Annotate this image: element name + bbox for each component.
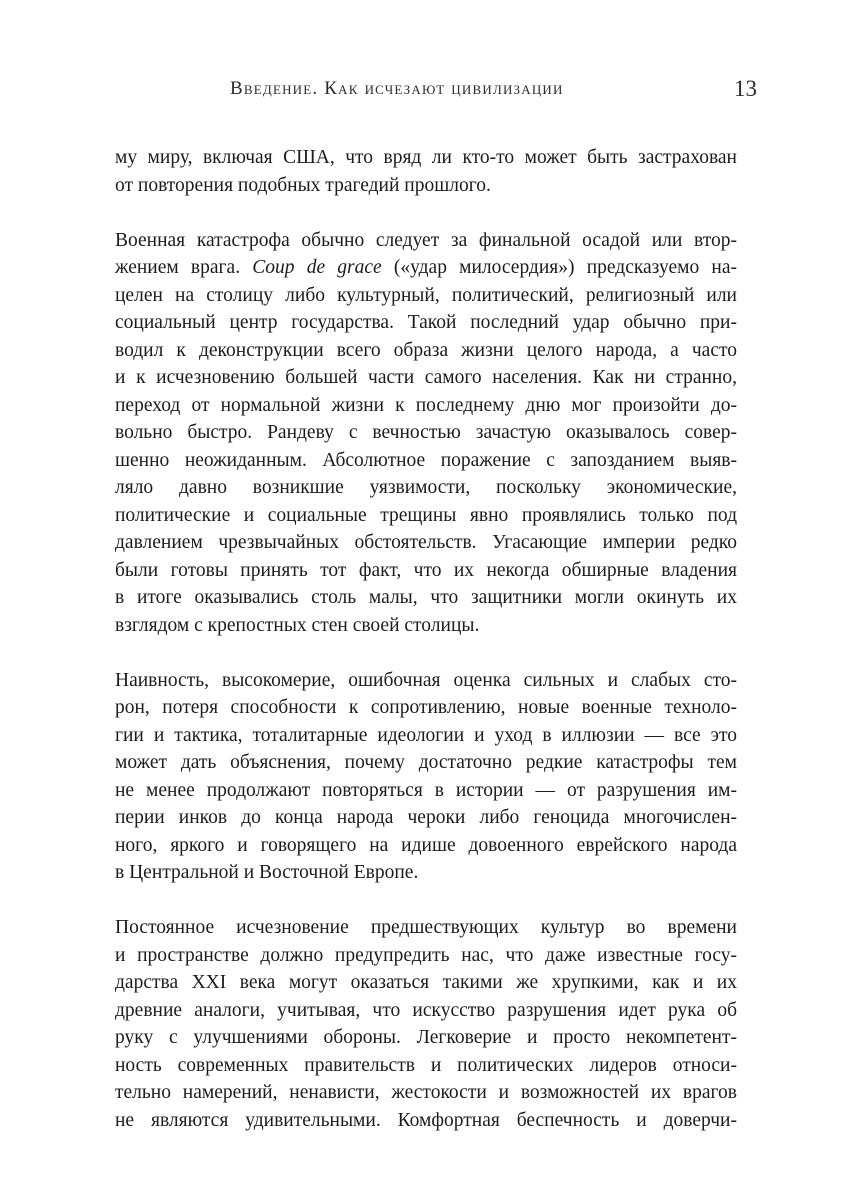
text-line: не менее продолжают повторяться в истории — от разрушения им- — [115, 779, 737, 801]
text-line: были готовы принять тот факт, что их некогда обширные владения — [115, 559, 737, 581]
text-line: дарства XXI века могут оказаться такими же хрупкими, как и их — [115, 972, 737, 993]
text-line: ность современных правительств и политических лидеров относи- — [115, 1054, 737, 1076]
text-line: социальный центр государства. Такой последний удар обычно при- — [115, 312, 737, 333]
text-line: рон, потеря способности к сопротивлению, новые военные техноло- — [115, 697, 737, 718]
text-line: Наивность, высокомерие, ошибочная оценка сильных и слабых сто- — [115, 669, 737, 691]
text-line: ного, яркого и говорящего на идише довоенного еврейского народа — [115, 834, 737, 856]
text-line: в итоге оказывались столь малы, что защитники могли окинуть их — [115, 587, 737, 608]
text-line: водил к деконструкции всего образа жизни целого народа, а часто — [115, 339, 737, 361]
text-line: перии инков до конца народа чероки либо геноцида многочислен- — [115, 807, 737, 828]
text-line: му миру, включая США, что вряд ли кто-то может быть застрахован — [115, 147, 737, 168]
paragraph-gap — [115, 639, 737, 667]
paragraph-gap — [115, 887, 737, 915]
text-line: древние аналоги, учитывая, что искусство разрушения идет рука об — [115, 999, 737, 1021]
page-number: 13 — [734, 76, 757, 101]
text-line: руку с улучшениями обороны. Легковерие и просто некомпетент- — [115, 1027, 737, 1048]
text-line: шенно неожиданным. Абсолютное поражение с запозданием выяв- — [115, 449, 737, 471]
running-header-title: Введение. Как исчезают цивилизации — [230, 78, 564, 99]
paragraph-1 — [115, 144, 737, 199]
book-page-text — [115, 144, 737, 1134]
paragraph-2 — [115, 227, 737, 640]
text-line: целен на столицу либо культурный, политический, религиозный или — [115, 284, 737, 306]
text-line: взглядом с крепостных стен своей столицы. — [115, 614, 480, 636]
paragraph-gap — [115, 199, 737, 227]
text-line: вольно быстро. Рандеву с вечностью зачастую оказывалось совер- — [115, 422, 737, 443]
italic-phrase: Coup de grace — [252, 257, 382, 278]
text-line: гии и тактика, тоталитарные идеологии и уход в иллюзии — все это — [115, 724, 737, 746]
text-run: («удар милосердия») предсказуемо на- — [381, 257, 737, 278]
text-line: не являются удивительными. Комфортная беспечность и доверчи- — [115, 1109, 737, 1131]
text-line: политические и социальные трещины явно проявлялись только под — [115, 504, 737, 526]
text-line: и к исчезновению большей части самого населения. Как ни странно, — [115, 367, 737, 388]
text-line: переход от нормальной жизни к последнему дню мог произойти до- — [115, 394, 737, 416]
text-line: тельно намерений, ненависти, жестокости и возможностей их врагов — [115, 1082, 737, 1103]
text-line: может дать объяснения, почему достаточно редкие катастрофы тем — [115, 752, 737, 773]
paragraph-3 — [115, 667, 737, 887]
text-run: жением врага. — [115, 257, 253, 278]
text-line: Постоянное исчезновение предшествующих культур во времени — [115, 917, 737, 938]
paragraph-4 — [115, 914, 737, 1134]
text-line-with-italic — [115, 254, 737, 282]
text-line: давлением чрезвычайных обстоятельств. Угасающие империи редко — [115, 532, 737, 553]
text-line: ляло давно возникшие уязвимости, поскольку экономические, — [115, 477, 737, 498]
text-line: от повторения подобных трагедий прошлого. — [115, 174, 491, 196]
text-line: и пространстве должно предупредить нас, что даже известные госу- — [115, 944, 737, 966]
text-line: в Центральной и Восточной Европе. — [115, 862, 419, 883]
text-line: Военная катастрофа обычно следует за финальной осадой или втор- — [115, 229, 737, 251]
